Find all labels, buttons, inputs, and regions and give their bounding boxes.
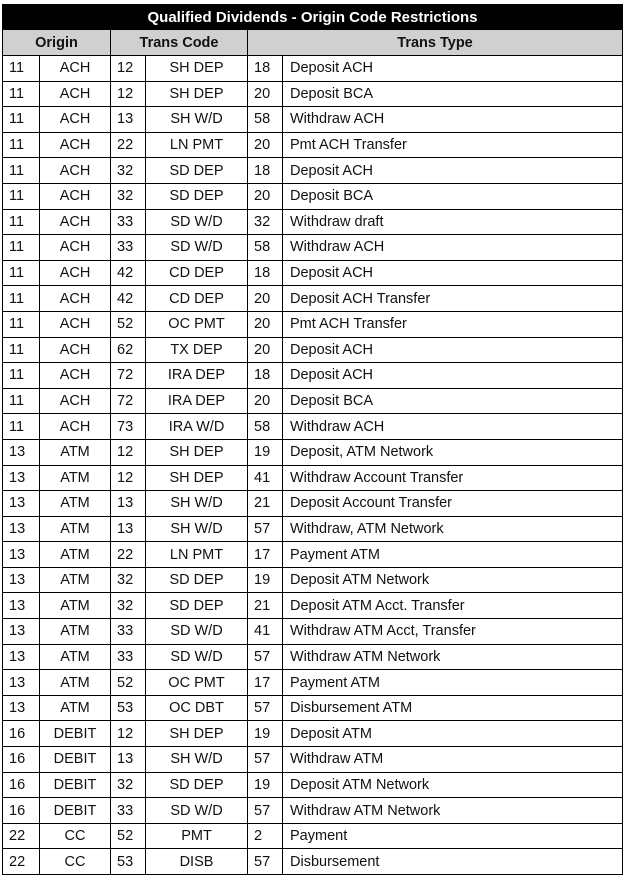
origin-code-cell: 11 <box>3 209 40 235</box>
trans-code-cell: 33 <box>111 798 146 824</box>
origin-name-cell: ACH <box>40 414 111 440</box>
origin-code-cell: 11 <box>3 311 40 337</box>
trans-code-cell: 32 <box>111 567 146 593</box>
table-row <box>3 132 623 158</box>
trans-code-name-cell: SD DEP <box>146 567 248 593</box>
trans-type-code-cell: 19 <box>248 721 283 747</box>
trans-type-desc-cell: Withdraw Account Transfer <box>283 465 623 491</box>
origin-header: Origin <box>3 30 111 56</box>
origin-name-cell: ACH <box>40 260 111 286</box>
trans-type-desc-cell: Withdraw ACH <box>283 414 623 440</box>
trans-code-cell: 12 <box>111 81 146 107</box>
origin-name-cell: DEBIT <box>40 772 111 798</box>
trans-code-name-cell: IRA DEP <box>146 363 248 389</box>
origin-name-cell: DEBIT <box>40 721 111 747</box>
origin-code-cell: 22 <box>3 849 40 875</box>
trans-code-name-cell: SH W/D <box>146 491 248 517</box>
origin-code-cell: 13 <box>3 465 40 491</box>
origin-name-cell: ACH <box>40 132 111 158</box>
trans-type-code-cell: 19 <box>248 567 283 593</box>
trans-type-code-cell: 17 <box>248 670 283 696</box>
origin-code-cell: 11 <box>3 235 40 261</box>
trans-code-cell: 42 <box>111 286 146 312</box>
origin-name-cell: ACH <box>40 235 111 261</box>
table-row <box>3 798 623 824</box>
table-row <box>3 644 623 670</box>
trans-type-desc-cell: Deposit ATM Acct. Transfer <box>283 593 623 619</box>
trans-code-cell: 33 <box>111 619 146 645</box>
origin-name-cell: ATM <box>40 567 111 593</box>
origin-code-cell: 11 <box>3 388 40 414</box>
trans-code-name-cell: DISB <box>146 849 248 875</box>
trans-type-code-cell: 20 <box>248 337 283 363</box>
origin-name-cell: ACH <box>40 337 111 363</box>
origin-name-cell: ATM <box>40 670 111 696</box>
origin-code-cell: 16 <box>3 747 40 773</box>
trans-type-desc-cell: Deposit ACH <box>283 158 623 184</box>
trans-code-cell: 32 <box>111 158 146 184</box>
trans-code-cell: 33 <box>111 644 146 670</box>
table-row <box>3 542 623 568</box>
trans-type-desc-cell: Deposit ATM Network <box>283 567 623 593</box>
trans-type-desc-cell: Pmt ACH Transfer <box>283 132 623 158</box>
trans-code-cell: 32 <box>111 772 146 798</box>
trans-code-name-cell: SH DEP <box>146 465 248 491</box>
origin-code-cell: 16 <box>3 798 40 824</box>
origin-code-cell: 22 <box>3 823 40 849</box>
table-row <box>3 670 623 696</box>
table-row <box>3 439 623 465</box>
trans-type-code-cell: 20 <box>248 286 283 312</box>
table-row <box>3 695 623 721</box>
trans-type-desc-cell: Deposit BCA <box>283 388 623 414</box>
trans-code-cell: 13 <box>111 516 146 542</box>
trans-type-code-cell: 18 <box>248 363 283 389</box>
trans-code-cell: 12 <box>111 439 146 465</box>
trans-type-desc-cell: Payment <box>283 823 623 849</box>
trans-type-desc-cell: Withdraw ATM <box>283 747 623 773</box>
table-row <box>3 747 623 773</box>
origin-name-cell: ATM <box>40 695 111 721</box>
trans-type-desc-cell: Deposit ACH <box>283 337 623 363</box>
origin-name-cell: ACH <box>40 107 111 133</box>
trans-type-code-cell: 57 <box>248 747 283 773</box>
origin-name-cell: ATM <box>40 542 111 568</box>
trans-type-code-cell: 21 <box>248 593 283 619</box>
trans-type-code-cell: 19 <box>248 772 283 798</box>
trans-code-cell: 22 <box>111 542 146 568</box>
trans-code-cell: 32 <box>111 593 146 619</box>
table-row <box>3 183 623 209</box>
origin-name-cell: ATM <box>40 491 111 517</box>
trans-type-code-cell: 57 <box>248 695 283 721</box>
trans-type-code-cell: 18 <box>248 260 283 286</box>
trans-type-code-cell: 20 <box>248 132 283 158</box>
trans-type-desc-cell: Withdraw ATM Acct, Transfer <box>283 619 623 645</box>
trans-type-code-cell: 58 <box>248 414 283 440</box>
origin-name-cell: ACH <box>40 311 111 337</box>
table-row <box>3 567 623 593</box>
trans-code-name-cell: SH DEP <box>146 721 248 747</box>
origin-code-cell: 11 <box>3 414 40 440</box>
origin-name-cell: DEBIT <box>40 798 111 824</box>
table-row <box>3 823 623 849</box>
trans-type-code-cell: 57 <box>248 798 283 824</box>
trans-code-cell: 12 <box>111 721 146 747</box>
trans-type-desc-cell: Disbursement <box>283 849 623 875</box>
origin-name-cell: ATM <box>40 644 111 670</box>
origin-code-cell: 11 <box>3 183 40 209</box>
trans-type-desc-cell: Deposit BCA <box>283 81 623 107</box>
trans-code-cell: 72 <box>111 363 146 389</box>
origin-code-cell: 13 <box>3 695 40 721</box>
trans-type-desc-cell: Withdraw draft <box>283 209 623 235</box>
trans-type-desc-cell: Deposit ATM <box>283 721 623 747</box>
trans-code-cell: 12 <box>111 465 146 491</box>
table-row <box>3 81 623 107</box>
trans-code-name-cell: SH W/D <box>146 747 248 773</box>
trans-type-code-cell: 20 <box>248 311 283 337</box>
trans-type-desc-cell: Payment ATM <box>283 670 623 696</box>
origin-name-cell: DEBIT <box>40 747 111 773</box>
trans-type-code-cell: 20 <box>248 81 283 107</box>
trans-code-name-cell: SD DEP <box>146 183 248 209</box>
trans-code-cell: 72 <box>111 388 146 414</box>
origin-name-cell: ATM <box>40 593 111 619</box>
trans-type-code-cell: 21 <box>248 491 283 517</box>
table-row <box>3 286 623 312</box>
origin-code-cell: 13 <box>3 491 40 517</box>
origin-name-cell: ATM <box>40 439 111 465</box>
trans-code-name-cell: LN PMT <box>146 542 248 568</box>
table-row <box>3 516 623 542</box>
origin-name-cell: ATM <box>40 619 111 645</box>
table-row <box>3 337 623 363</box>
trans-type-desc-cell: Payment ATM <box>283 542 623 568</box>
table-title: Qualified Dividends - Origin Code Restrictions <box>3 5 623 30</box>
trans-type-desc-cell: Deposit ACH <box>283 260 623 286</box>
trans-code-name-cell: CD DEP <box>146 260 248 286</box>
origin-code-cell: 11 <box>3 260 40 286</box>
trans-code-name-cell: IRA DEP <box>146 388 248 414</box>
trans-code-cell: 52 <box>111 311 146 337</box>
table-row <box>3 465 623 491</box>
origin-code-cell: 13 <box>3 439 40 465</box>
trans-code-name-cell: SD W/D <box>146 235 248 261</box>
trans-code-cell: 12 <box>111 56 146 82</box>
origin-code-cell: 11 <box>3 56 40 82</box>
trans-type-desc-cell: Pmt ACH Transfer <box>283 311 623 337</box>
origin-code-cell: 13 <box>3 516 40 542</box>
trans-type-code-cell: 32 <box>248 209 283 235</box>
trans-type-code-cell: 18 <box>248 56 283 82</box>
trans-type-code-cell: 41 <box>248 619 283 645</box>
trans-code-name-cell: SD W/D <box>146 644 248 670</box>
trans-code-name-cell: IRA W/D <box>146 414 248 440</box>
trans-code-cell: 13 <box>111 491 146 517</box>
origin-name-cell: CC <box>40 849 111 875</box>
table-row <box>3 849 623 875</box>
origin-name-cell: ATM <box>40 516 111 542</box>
origin-name-cell: ACH <box>40 209 111 235</box>
table-row <box>3 235 623 261</box>
origin-code-cell: 13 <box>3 593 40 619</box>
trans-code-name-cell: SD W/D <box>146 798 248 824</box>
table-row <box>3 311 623 337</box>
origin-code-cell: 13 <box>3 619 40 645</box>
table-row <box>3 721 623 747</box>
origin-name-cell: ACH <box>40 81 111 107</box>
origin-name-cell: CC <box>40 823 111 849</box>
trans-type-desc-cell: Deposit ACH <box>283 363 623 389</box>
origin-code-cell: 13 <box>3 542 40 568</box>
trans-code-name-cell: SH W/D <box>146 516 248 542</box>
origin-code-cell: 11 <box>3 132 40 158</box>
trans-type-desc-cell: Withdraw ATM Network <box>283 798 623 824</box>
trans-type-desc-cell: Deposit, ATM Network <box>283 439 623 465</box>
trans-code-name-cell: LN PMT <box>146 132 248 158</box>
trans-type-code-cell: 2 <box>248 823 283 849</box>
trans-code-cell: 52 <box>111 823 146 849</box>
trans-code-cell: 13 <box>111 107 146 133</box>
trans-type-desc-cell: Deposit ACH Transfer <box>283 286 623 312</box>
origin-code-cell: 11 <box>3 337 40 363</box>
origin-name-cell: ACH <box>40 56 111 82</box>
trans-code-name-cell: OC PMT <box>146 311 248 337</box>
table-row <box>3 593 623 619</box>
origin-code-cell: 13 <box>3 670 40 696</box>
trans-type-code-cell: 19 <box>248 439 283 465</box>
table-row <box>3 772 623 798</box>
origin-code-cell: 13 <box>3 567 40 593</box>
trans-type-code-cell: 20 <box>248 388 283 414</box>
trans-type-code-cell: 58 <box>248 235 283 261</box>
trans-code-cell: 33 <box>111 209 146 235</box>
trans-type-code-cell: 58 <box>248 107 283 133</box>
trans-code-name-cell: OC PMT <box>146 670 248 696</box>
origin-code-cell: 11 <box>3 158 40 184</box>
table-row <box>3 414 623 440</box>
trans-code-cell: 52 <box>111 670 146 696</box>
trans-code-name-cell: SD DEP <box>146 158 248 184</box>
trans-code-cell: 62 <box>111 337 146 363</box>
origin-name-cell: ACH <box>40 286 111 312</box>
origin-code-cell: 16 <box>3 772 40 798</box>
trans-type-desc-cell: Deposit BCA <box>283 183 623 209</box>
trans-code-name-cell: SD W/D <box>146 209 248 235</box>
origin-code-cell: 11 <box>3 81 40 107</box>
trans-code-name-cell: SD DEP <box>146 772 248 798</box>
origin-code-restrictions-table <box>2 4 623 875</box>
table-row <box>3 260 623 286</box>
trans-type-code-cell: 17 <box>248 542 283 568</box>
trans-code-name-cell: SD W/D <box>146 619 248 645</box>
table-body <box>3 56 623 875</box>
table-row <box>3 158 623 184</box>
trans-type-code-cell: 20 <box>248 183 283 209</box>
origin-name-cell: ACH <box>40 388 111 414</box>
trans-type-desc-cell: Deposit Account Transfer <box>283 491 623 517</box>
trans-type-desc-cell: Withdraw ACH <box>283 235 623 261</box>
table-row <box>3 56 623 82</box>
trans-code-cell: 13 <box>111 747 146 773</box>
trans-code-cell: 32 <box>111 183 146 209</box>
origin-name-cell: ATM <box>40 465 111 491</box>
trans-code-cell: 73 <box>111 414 146 440</box>
trans-type-desc-cell: Withdraw, ATM Network <box>283 516 623 542</box>
origin-name-cell: ACH <box>40 363 111 389</box>
trans-type-code-cell: 57 <box>248 644 283 670</box>
trans-type-desc-cell: Withdraw ATM Network <box>283 644 623 670</box>
trans-code-header: Trans Code <box>111 30 248 56</box>
origin-name-cell: ACH <box>40 183 111 209</box>
trans-type-desc-cell: Deposit ATM Network <box>283 772 623 798</box>
origin-name-cell: ACH <box>40 158 111 184</box>
trans-code-name-cell: SH DEP <box>146 56 248 82</box>
trans-code-cell: 53 <box>111 849 146 875</box>
trans-code-name-cell: SH DEP <box>146 439 248 465</box>
trans-type-code-cell: 18 <box>248 158 283 184</box>
trans-type-desc-cell: Withdraw ACH <box>283 107 623 133</box>
origin-code-cell: 13 <box>3 644 40 670</box>
origin-code-cell: 16 <box>3 721 40 747</box>
trans-code-name-cell: SH DEP <box>146 81 248 107</box>
trans-code-name-cell: TX DEP <box>146 337 248 363</box>
origin-code-cell: 11 <box>3 363 40 389</box>
trans-code-cell: 33 <box>111 235 146 261</box>
table-row <box>3 491 623 517</box>
trans-type-desc-cell: Deposit ACH <box>283 56 623 82</box>
trans-code-name-cell: PMT <box>146 823 248 849</box>
table-row <box>3 107 623 133</box>
table-row <box>3 363 623 389</box>
trans-type-code-cell: 57 <box>248 516 283 542</box>
trans-code-name-cell: CD DEP <box>146 286 248 312</box>
trans-code-name-cell: SH W/D <box>146 107 248 133</box>
trans-code-cell: 22 <box>111 132 146 158</box>
trans-code-cell: 53 <box>111 695 146 721</box>
restrictions-table-container <box>2 4 622 875</box>
trans-type-code-cell: 41 <box>248 465 283 491</box>
trans-type-desc-cell: Disbursement ATM <box>283 695 623 721</box>
table-row <box>3 209 623 235</box>
trans-code-name-cell: OC DBT <box>146 695 248 721</box>
trans-code-cell: 42 <box>111 260 146 286</box>
origin-code-cell: 11 <box>3 286 40 312</box>
trans-type-header: Trans Type <box>248 30 623 56</box>
trans-code-name-cell: SD DEP <box>146 593 248 619</box>
origin-code-cell: 11 <box>3 107 40 133</box>
table-row <box>3 388 623 414</box>
table-row <box>3 619 623 645</box>
trans-type-code-cell: 57 <box>248 849 283 875</box>
